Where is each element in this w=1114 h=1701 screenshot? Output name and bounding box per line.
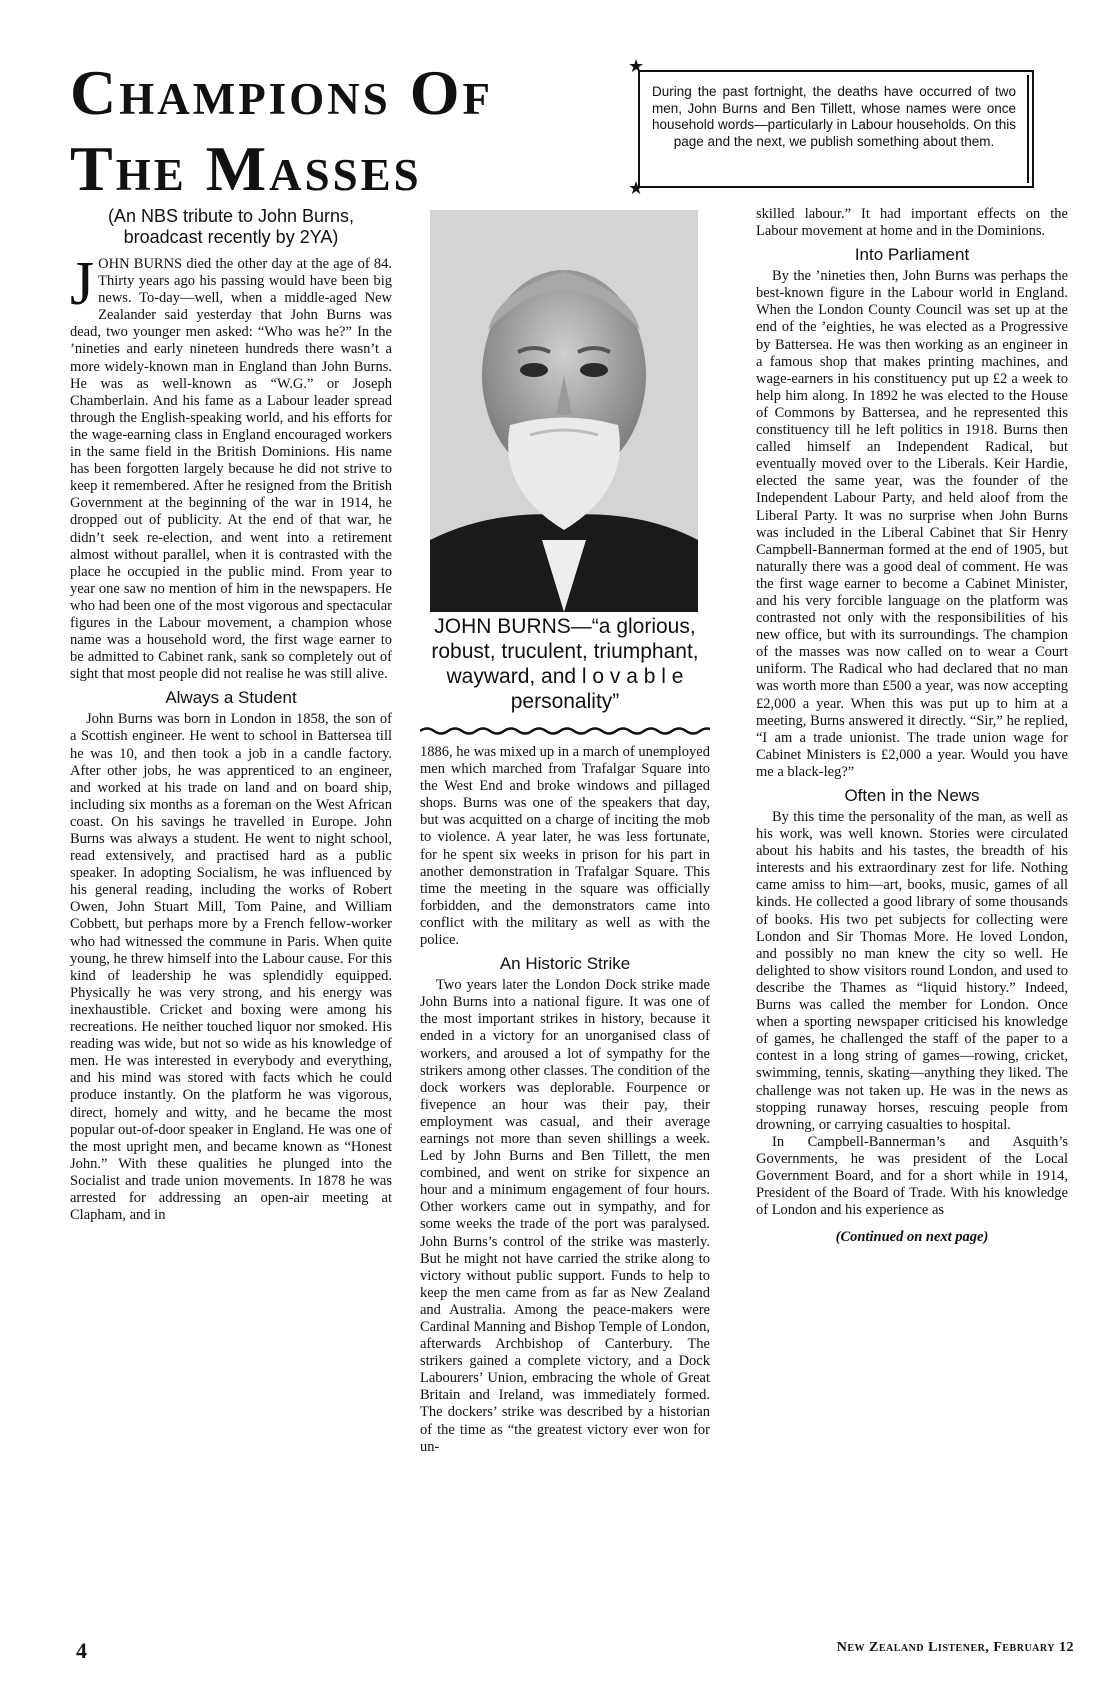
page-number: 4: [76, 1638, 87, 1663]
intro-box: [638, 70, 1034, 188]
col3-paragraph-4: In Campbell-Bannerman’s and Asquith’s Governments, he was president of the Local Government Board, and for a short while in 1914, President of the Board of Trade. With his knowledge of London and his experience as: [756, 1133, 1068, 1219]
subheading-an-historic-strike: An Historic Strike: [499, 954, 631, 974]
col2-paragraph-2: Two years later the London Dock strike made John Burns into a national figure. It was one of the most important strikes in history, because it ended in a victory for an unorganised class of workers, and aroused a lot of sympathy for the strikers among other classes. The condition of the dock workers was deplorable. Fourpence or fivepence an hour was their pay, their employment was casual, and their average earnings not more than seven shillings a week. Led by John Burns and Ben Tillett, the men combined, and went on strike for sixpence an hour and a minimum engagement of four hours. Other workers came out in sympathy, and for some weeks the trade of the port was paralysed. John Burns’s control of the strike was masterly. But he might not have carried the strike along to victory without public support. Funds to help to keep the men came from as far as New Zealand and Australia. Among the peace-makers were Cardinal Manning and Bishop Temple of London, afterwards Archbishop of Canterbury. The strikers gained a complete victory, and a Dock Labourers’ Union, embracing the whole of Great Britain and Ireland, was immediately formed. The dockers’ strike was described by a historian of the time as “the greatest victory ever won for un-: [420, 977, 710, 1455]
column-3: [756, 206, 1068, 1246]
john-burns-portrait: [430, 210, 698, 612]
col1-paragraph-1: [70, 250, 392, 683]
column-1: [70, 206, 392, 1224]
subheading-into-parliament: Into Parliament: [854, 245, 970, 265]
caption-divider: [420, 726, 710, 736]
col3-paragraph-3: By this time the personality of the man, as well as his work, was well known. Stories were circulated about his habits and his tastes, the breadth of his interests and his extraordinary zest for life. Nothing came amiss to him—art, books, music, games of all kinds. He collected a good library of some thousands of books. His two pet subjects for collecting were London and Sir Thomas More. He loved London, and possibly no man knew the city so well. He delighted to show visitors round London, and used to describe the Thames as “liquid history.” Indeed, Burns was called the member for London. Once when a sporting newspaper criticised his knowledge of games, he challenged the staff of the paper to a contest in a long string of games—rowing, cricket, swimming, tennis, skating—anything they liked. The challenge was not taken up. He was in the news as stopping runaway horses, rescuing people from drowning, or carrying casualties to hospital.: [756, 809, 1068, 1133]
headline-line-2: The Masses: [70, 133, 422, 204]
col3-paragraph-1: skilled labour.” It had important effects on the Labour movement at home and in the Dominions.: [756, 206, 1068, 240]
column-2: [420, 744, 710, 1456]
tribute-subtitle: (An NBS tribute to John Burns, broadcast recently by 2YA): [107, 206, 355, 247]
portrait-illustration: [430, 210, 698, 612]
headline-line-1: Champions Of: [70, 57, 493, 128]
subheading-often-in-the-news: Often in the News: [844, 786, 980, 805]
col1-paragraph-1-text: OHN BURNS died the other day at the age of 84. Thirty years ago his passing would have been big news. To-day—well, when a middle-aged New Zealander said yesterday that John Burns was dead, two younger men asked: “Who was he?” In the ’nineties and early nineteen hundreds there wasn’t a more widely-known man in England than John Burns. He was as well-known as “W.G.” or Joseph Chamberlain. And his fame as a Labour leader spread through the English-speaking world, and his efforts for the wage-earning class in England encouraged workers in the same field in the British Dominions. His name has been forgotten largely because he did not strive to keep it remembered. After he resigned from the British Government at the beginning of the war in 1914, he dropped out of publicity. At the end of that war, he didn’t seek re-election, and went into a retirement almost without parallel, when it is contrasted with the place he occupied in the public mind. From year to year one saw no mention of him in the newspapers. He who had been one of the most vigorous and spectacular figures in the Labour movement, a champion whose name was a household word, the first wage earner to be admitted to Cabinet rank, sank so completely out of sight that most people did not realise he was still alive.: [70, 256, 392, 683]
headline: [70, 55, 630, 207]
publication-footer: New Zealand Listener, February 12: [836, 1640, 1074, 1655]
col1-paragraph-2: John Burns was born in London in 1858, the son of a Scottish engineer. He went to school in Battersea till he was 10, and then took a job in a candle factory. After other jobs, he was apprenticed to an engineer, and worked at his trade on land and on board ship, including six months as a foreman on the West African coast. On his savings he travelled in Europe. John Burns was always a student. He went to night school, read extensively, and practised hard as a public speaker. In adopting Socialism, he was influenced by his general reading, including the works of Robert Owen, John Stuart Mill, Tom Paine, and William Cobbett, but perhaps more by a French fellow-worker who had witnessed the commune in Paris. When quite young, he threw himself into the Labour cause. For this kind of leadership he was splendidly equipped. Physically he was very strong, and his energy was inexhaustible. Cricket and boxing were among his recreations. He neither touched liquor nor smoked. His reading was wide, but not so wide as his knowledge of men. He was interested in everybody and everything, and his mind was stored with facts which he could produce instantly. On the platform he was vigorous, direct, homely and witty, and he became the most popular out-of-door speaker in England. He was one of the most upright men, and became known as “Honest John.” With these qualities he plunged into the Socialist and trade union movements. In 1878 he was arrested for addressing an open-air meeting at Clapham, and in: [70, 711, 392, 1224]
col3-paragraph-2: By the ’nineties then, John Burns was perhaps the best-known figure in the Labour world in England. When the London County Council was set up at the end of the ’eighties, he was elected as a Progressive by Battersea. He was then working as an engineer in a famous shop that makes printing machines, and wage-earners in his constituency put up £2 a week to help him along. In 1892 he was elected to the House of Commons by Battersea, and he represented this constituency till he left politics in 1918. Burns then called himself an Independent Radical, but eventually moved over to the Liberals. Keir Hardie, elected the same year, was the founder of the Independent Labour Party, and held aloof from the Liberal Party. It was no surprise when John Burns was included in the Liberal Cabinet that Sir Henry Campbell-Bannerman formed at the end of 1905, but naturally there was a good deal of comment. He was the first wage earner to become a Cabinet Minister, and his very forcible language on the platform was contrasted not only with the responsibilities of his new office, but with its surroundings. The champion of the masses was now called on to wear a Court uniform. The Radical who had declared that no man was worth more than £500 a year, was now accepting £2,000 a year. When this was put up to him at a meeting, Burns answered it directly. “Sir,” he replied, “I am a trade unionist. The trade union wage for Cabinet Ministers is £2,000 a year. Would you have me a black-leg?”: [756, 268, 1068, 780]
star-ornament-top: ★: [628, 56, 645, 77]
subheading-always-a-student: Always a Student: [165, 688, 297, 708]
star-ornament-bottom: ★: [628, 178, 645, 199]
drop-cap: J: [70, 250, 95, 318]
col2-paragraph-1: 1886, he was mixed up in a march of unemployed men which marched from Trafalgar Square into the West End and broke windows and pillaged shops. Burns was one of the speakers that day, but was acquitted on a charge of inciting the mob to violence. A year later, he was less fortunate, for he spent six weeks in prison for his part in another demonstration in Trafalgar Square. This time the meeting in the square was officially forbidden, and the demonstrators came into conflict with the military as well as with the police.: [420, 744, 710, 949]
intro-text: During the past fortnight, the deaths have occurred of two men, John Burns and Ben Tillett, whose names were once household words—particularly in Labour households. On this page and the next, we publish something about them.: [652, 84, 1016, 149]
continued-note: (Continued on next page): [835, 1229, 989, 1246]
portrait-caption: JOHN BURNS—“a glorious, robust, truculent, triumphant, wayward, and l o v a b l e personality”: [431, 615, 699, 713]
